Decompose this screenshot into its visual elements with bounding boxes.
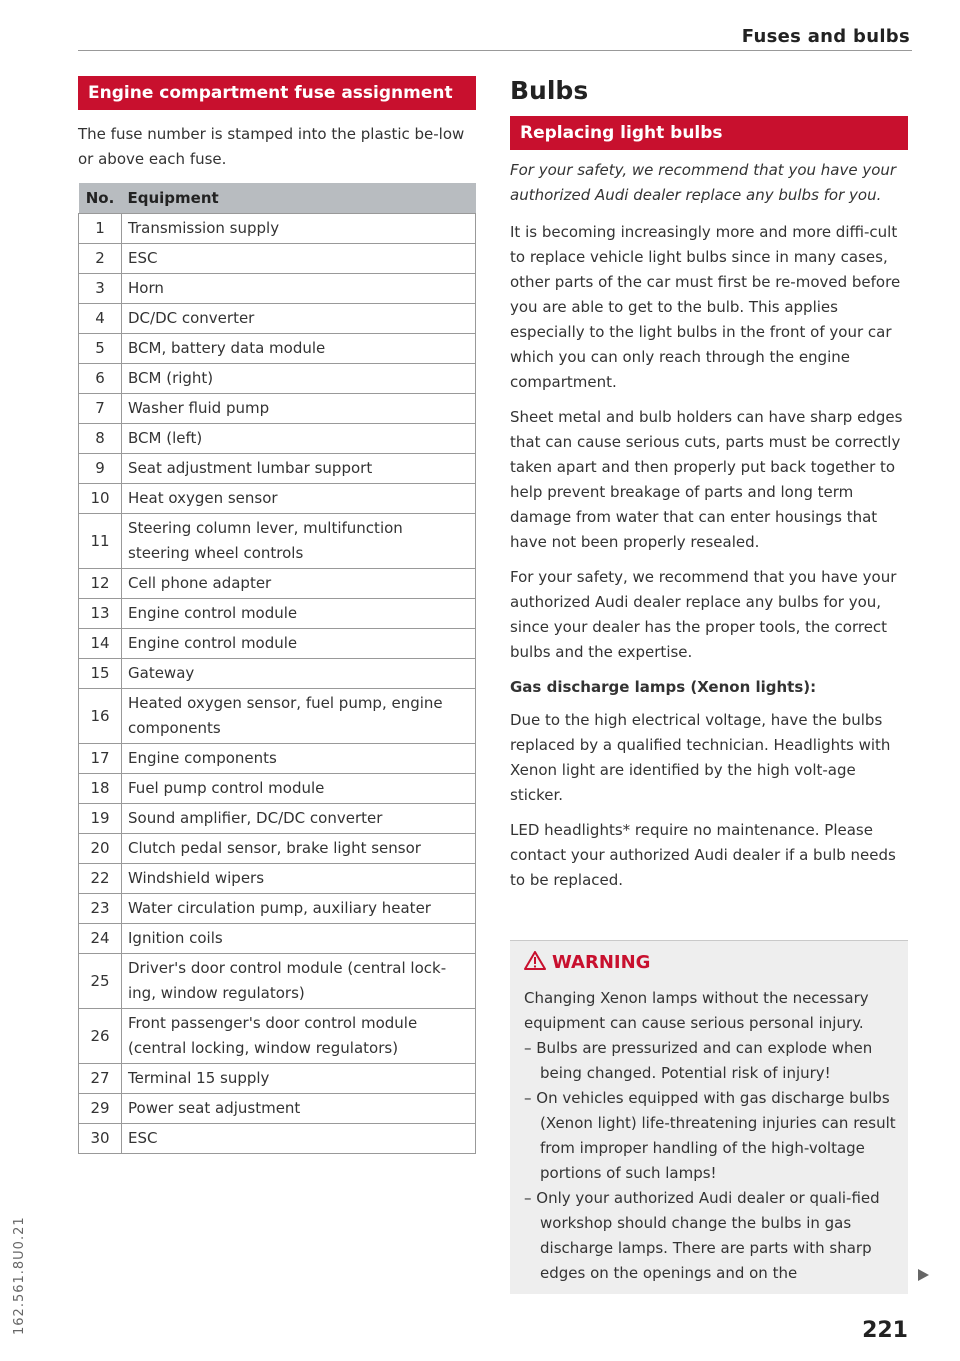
- fuse-number: 25: [79, 954, 122, 1009]
- fuse-number: 1: [79, 214, 122, 244]
- fuse-equipment: Seat adjustment lumbar support: [122, 454, 476, 484]
- table-row: [79, 514, 476, 569]
- fuse-equipment: Heated oxygen sensor, fuel pump, engine components: [122, 689, 476, 744]
- fuse-equipment: Transmission supply: [122, 214, 476, 244]
- fuse-equipment: Front passenger's door control module (central locking, window regulators): [122, 1009, 476, 1064]
- fuse-number: 24: [79, 924, 122, 954]
- safety-recommendation: For your safety, we recommend that you have your authorized Audi dealer replace any bulbs for you.: [510, 161, 897, 204]
- table-row: [79, 424, 476, 454]
- paragraph-xenon: Due to the high electrical voltage, have the bulbs replaced by a qualified technician. Headlights with Xenon light are identified by the high volt-age sticker.: [510, 711, 891, 804]
- continued-arrow-icon: [916, 1268, 930, 1282]
- table-row: [79, 924, 476, 954]
- paragraph-led: LED headlights* require no maintenance. Please contact your authorized Audi dealer if a bulb needs to be replaced.: [510, 821, 896, 889]
- table-row: [79, 1094, 476, 1124]
- fuse-number: 6: [79, 364, 122, 394]
- warning-body: [524, 986, 900, 1286]
- bulbs-title: Bulbs: [510, 76, 589, 105]
- table-row: [79, 394, 476, 424]
- paragraph-difficulty: It is becoming increasingly more and more diffi-cult to replace vehicle light bulbs since in many cases, other parts of the car must first be re-moved before you are able to get to the bulb. This applies especially to the light bulbs in the front of your car which you can only reach through the engine compartment.: [510, 223, 901, 391]
- fuse-equipment: BCM, battery data module: [122, 334, 476, 364]
- fuse-number: 10: [79, 484, 122, 514]
- table-row: [79, 834, 476, 864]
- fuse-number: 26: [79, 1009, 122, 1064]
- table-row: [79, 599, 476, 629]
- warning-item: – Only your authorized Audi dealer or quali-fied workshop should change the bulbs in gas discharge lamps. There are parts with sharp edges on the openings and on the: [524, 1189, 880, 1282]
- table-row: [79, 304, 476, 334]
- fuse-equipment: Power seat adjustment: [122, 1094, 476, 1124]
- header-divider: [78, 50, 912, 51]
- fuse-equipment: Ignition coils: [122, 924, 476, 954]
- fuse-equipment: Sound amplifier, DC/DC converter: [122, 804, 476, 834]
- table-row: [79, 334, 476, 364]
- document-code: 162.561.8U0.21: [12, 1216, 27, 1335]
- fuse-number: 2: [79, 244, 122, 274]
- warning-triangle-icon: [524, 951, 546, 970]
- paragraph-dealer: For your safety, we recommend that you have your authorized Audi dealer replace any bulbs for you, since your dealer has the proper tools, the correct bulbs and the expertise.: [510, 568, 897, 661]
- fuse-number: 19: [79, 804, 122, 834]
- table-row: [79, 244, 476, 274]
- table-row: [79, 804, 476, 834]
- warning-box: [510, 940, 908, 1294]
- table-row: [79, 1064, 476, 1094]
- fuse-table-header-row: [79, 183, 476, 214]
- fuse-equipment: Fuel pump control module: [122, 774, 476, 804]
- fuse-number: 14: [79, 629, 122, 659]
- warning-item: – On vehicles equipped with gas discharge bulbs (Xenon light) life-threatening injuries can result from improper handling of the high-voltage portions of such lamps!: [524, 1089, 896, 1182]
- table-row: [79, 774, 476, 804]
- fuse-equipment: Gateway: [122, 659, 476, 689]
- fuse-number: 12: [79, 569, 122, 599]
- fuse-number: 8: [79, 424, 122, 454]
- fuse-equipment: Horn: [122, 274, 476, 304]
- table-row: [79, 1124, 476, 1154]
- column-header-no: No.: [79, 183, 122, 214]
- table-row: [79, 954, 476, 1009]
- fuse-equipment: Water circulation pump, auxiliary heater: [122, 894, 476, 924]
- fuse-number: 13: [79, 599, 122, 629]
- table-row: [79, 629, 476, 659]
- fuse-equipment: BCM (right): [122, 364, 476, 394]
- table-row: [79, 744, 476, 774]
- fuse-number: 22: [79, 864, 122, 894]
- table-row: [79, 214, 476, 244]
- fuse-equipment: Washer fluid pump: [122, 394, 476, 424]
- fuse-equipment: Cell phone adapter: [122, 569, 476, 599]
- table-row: [79, 894, 476, 924]
- paragraph-sharp-edges: Sheet metal and bulb holders can have sharp edges that can cause serious cuts, parts must be correctly taken apart and then properly put back together to help prevent breakage of parts and long term damage from water that can enter housings that have not been properly resealed.: [510, 408, 903, 551]
- table-row: [79, 689, 476, 744]
- fuse-equipment: Windshield wipers: [122, 864, 476, 894]
- fuse-equipment: Engine control module: [122, 599, 476, 629]
- fuse-equipment: Engine control module: [122, 629, 476, 659]
- bulbs-body: [510, 158, 910, 903]
- fuse-equipment: Terminal 15 supply: [122, 1064, 476, 1094]
- page-number: 221: [862, 1318, 908, 1343]
- fuse-equipment: Engine components: [122, 744, 476, 774]
- fuse-number: 29: [79, 1094, 122, 1124]
- table-row: [79, 659, 476, 689]
- fuse-table: [78, 183, 476, 1154]
- fuse-equipment: DC/DC converter: [122, 304, 476, 334]
- section-title: Fuses and bulbs: [741, 26, 910, 47]
- fuse-number: 11: [79, 514, 122, 569]
- fuse-number: 15: [79, 659, 122, 689]
- table-row: [79, 569, 476, 599]
- fuse-number: 27: [79, 1064, 122, 1094]
- fuse-number: 18: [79, 774, 122, 804]
- fuse-number: 5: [79, 334, 122, 364]
- table-row: [79, 1009, 476, 1064]
- fuse-number: 3: [79, 274, 122, 304]
- warning-item: – Bulbs are pressurized and can explode when being changed. Potential risk of injury!: [524, 1039, 873, 1082]
- fuse-intro-text: The fuse number is stamped into the plastic be-low or above each fuse.: [78, 125, 465, 168]
- warning-heading: [524, 951, 650, 973]
- fuse-equipment: ESC: [122, 244, 476, 274]
- table-row: [79, 454, 476, 484]
- fuse-equipment: Steering column lever, multifunction steering wheel controls: [122, 514, 476, 569]
- table-row: [79, 484, 476, 514]
- column-header-equipment: Equipment: [122, 183, 476, 214]
- fuse-number: 30: [79, 1124, 122, 1154]
- fuse-equipment: ESC: [122, 1124, 476, 1154]
- fuse-number: 20: [79, 834, 122, 864]
- xenon-subheading: Gas discharge lamps (Xenon lights):: [510, 678, 817, 696]
- fuse-number: 23: [79, 894, 122, 924]
- table-row: [79, 364, 476, 394]
- fuse-equipment: Heat oxygen sensor: [122, 484, 476, 514]
- warning-intro: Changing Xenon lamps without the necessary equipment can cause serious personal injury.: [524, 989, 869, 1032]
- table-row: [79, 274, 476, 304]
- fuse-number: 17: [79, 744, 122, 774]
- fuse-number: 9: [79, 454, 122, 484]
- fuse-equipment: Clutch pedal sensor, brake light sensor: [122, 834, 476, 864]
- fuse-assignment-heading: Engine compartment fuse assignment: [78, 76, 476, 110]
- warning-list: [524, 1036, 900, 1286]
- table-row: [79, 864, 476, 894]
- fuse-number: 4: [79, 304, 122, 334]
- replacing-bulbs-heading: Replacing light bulbs: [510, 116, 908, 150]
- fuse-number: 16: [79, 689, 122, 744]
- warning-title: WARNING: [552, 952, 651, 973]
- fuse-equipment: Driver's door control module (central lock-ing, window regulators): [122, 954, 476, 1009]
- fuse-equipment: BCM (left): [122, 424, 476, 454]
- fuse-number: 7: [79, 394, 122, 424]
